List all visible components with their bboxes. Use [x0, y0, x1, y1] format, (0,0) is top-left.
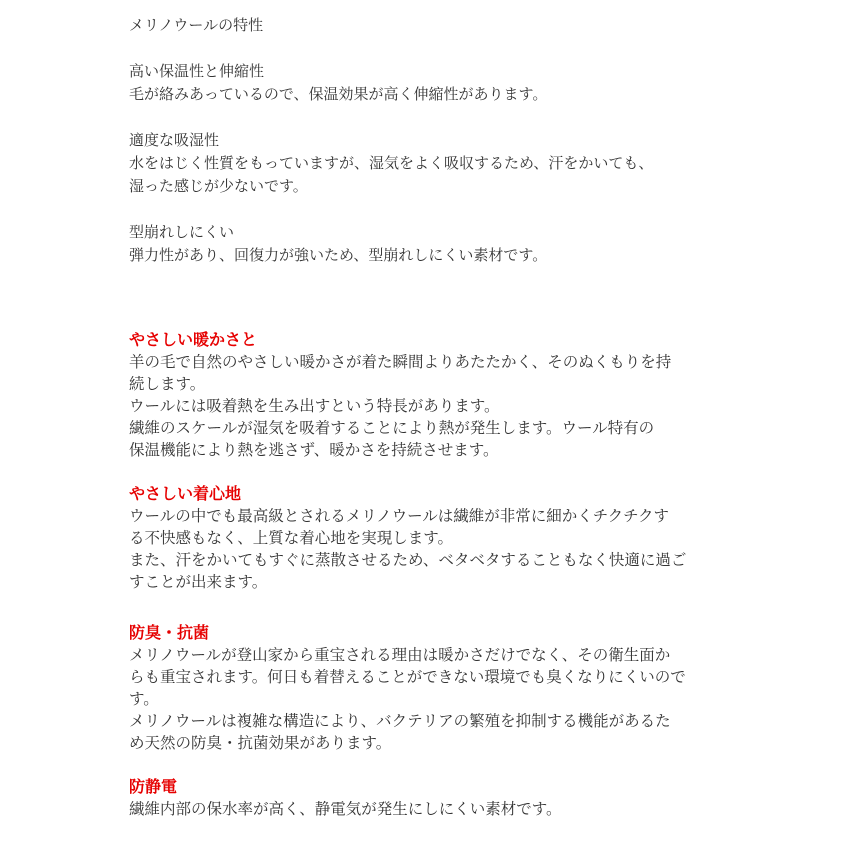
spacer — [129, 593, 841, 622]
property-text: 湿った感じが少ないです。 — [129, 177, 308, 195]
property-heading: 型崩れしにくい — [129, 223, 235, 241]
spacer — [129, 754, 841, 776]
feature-text: ウールの中でも最高級とされるメリノウールは繊維が非常に細かくチクチクす — [129, 507, 670, 525]
property-moisture-absorption — [129, 129, 829, 198]
feature-text: 続します。 — [129, 375, 206, 393]
property-warmth-elasticity — [129, 60, 829, 106]
property-shape-retention — [129, 221, 829, 267]
property-heading: 適度な吸湿性 — [129, 131, 220, 149]
section-title: メリノウールの特性 — [129, 16, 264, 34]
feature-gentle-warmth — [129, 329, 841, 461]
feature-text: 保温機能により熱を逃さず、暖かさを持続させます。 — [129, 441, 499, 459]
feature-text: メリノウールは複雑な構造により、バクテリアの繁殖を抑制する機能があるた — [129, 712, 671, 730]
feature-text: 繊維内部の保水率が高く、静電気が発生にしにくい素材です。 — [129, 800, 562, 818]
feature-heading: やさしい暖かさと — [129, 330, 258, 349]
feature-deodorant-antibacterial — [129, 622, 841, 754]
spacer — [129, 106, 829, 129]
feature-text: す。 — [129, 690, 159, 708]
merino-properties-section — [129, 14, 829, 267]
feature-heading: やさしい着心地 — [129, 484, 242, 503]
feature-heading: 防臭・抗菌 — [129, 623, 210, 642]
feature-text: すことが出来ます。 — [129, 573, 268, 591]
spacer — [129, 37, 829, 60]
feature-text: 繊維のスケールが湿気を吸着することにより熱が発生します。ウール特有の — [129, 419, 655, 437]
merino-features-section — [129, 329, 841, 820]
feature-text: ウールには吸着熱を生み出すという特長があります。 — [129, 397, 500, 415]
feature-text: 羊の毛で自然のやさしい暖かさが着た瞬間よりあたたかく、そのぬくもりを持 — [129, 353, 672, 371]
feature-text: メリノウールが登山家から重宝される理由は暖かさだけでなく、その衛生面か — [129, 646, 671, 664]
feature-gentle-comfort — [129, 483, 841, 593]
feature-heading: 防静電 — [129, 777, 178, 796]
property-text: 毛が絡みあっているので、保温効果が高く伸縮性があります。 — [129, 85, 548, 103]
feature-text: らも重宝されます。何日も着替えることができない環境でも臭くなりにくいので — [129, 668, 686, 686]
spacer — [129, 198, 829, 221]
feature-antistatic — [129, 776, 841, 820]
feature-text: また、汗をかいてもすぐに蒸散させるため、ベタベタすることもなく快適に過ご — [129, 551, 687, 569]
feature-text: る不快感もなく、上質な着心地を実現します。 — [129, 529, 453, 547]
feature-text: め天然の防臭・抗菌効果があります。 — [129, 734, 392, 752]
property-heading: 高い保温性と伸縮性 — [129, 62, 265, 80]
property-text: 水をはじく性質をもっていますが、湿気をよく吸収するため、汗をかいても、 — [129, 154, 654, 172]
property-text: 弾力性があり、回復力が強いため、型崩れしにくい素材です。 — [129, 246, 548, 264]
spacer — [129, 461, 841, 483]
